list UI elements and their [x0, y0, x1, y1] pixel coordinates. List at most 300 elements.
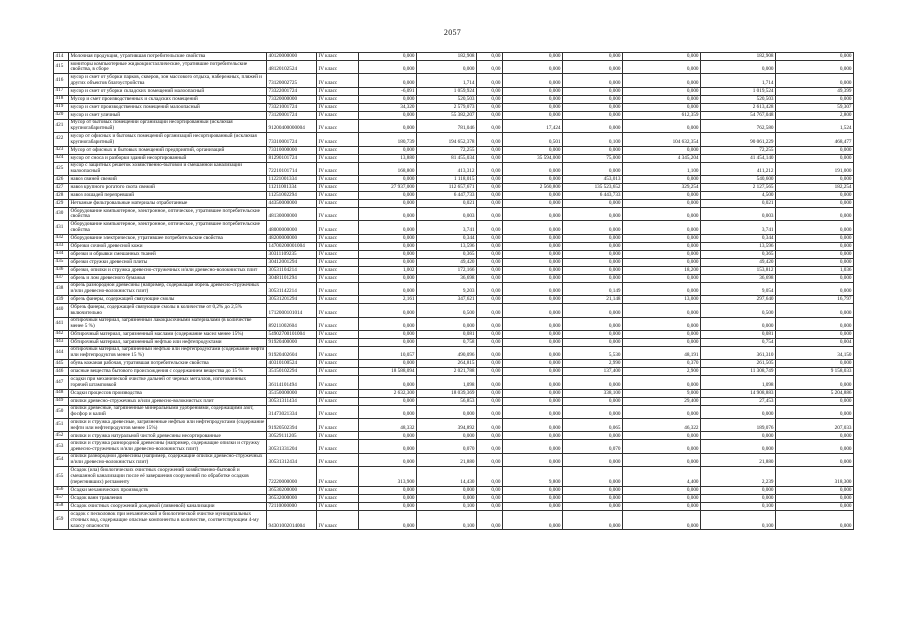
value-processed: 0,000	[503, 432, 563, 440]
value-processed: 35 594,000	[503, 154, 563, 162]
hazard-class: IV класс	[317, 304, 359, 317]
value-processed: 0,000	[503, 199, 563, 207]
value-generated: 0,500	[417, 304, 477, 317]
table-row	[54, 338, 854, 346]
value-neutralized: 0,000	[623, 502, 701, 510]
hazard-class: IV класс	[317, 486, 359, 494]
value-start-balance: 0,000	[359, 274, 417, 282]
hazard-class: IV класс	[317, 467, 359, 487]
value-start-balance: 313,900	[359, 467, 417, 487]
value-neutralized: 0,000	[623, 250, 701, 258]
value-neutralized: 0,000	[623, 376, 701, 389]
value-neutralized: 0,000	[623, 453, 701, 466]
value-neutralized: 0,000	[623, 191, 701, 199]
table-row	[54, 191, 854, 199]
value-neutralized: 48,191	[623, 346, 701, 359]
value-transferred: 0,754	[701, 338, 776, 346]
fkko-code: 48120102524	[267, 61, 317, 74]
value-transferred: 0,000	[701, 61, 776, 74]
value-transferred: 0,344	[701, 234, 776, 242]
table-row	[54, 234, 854, 242]
page-number: 2057	[443, 28, 462, 37]
table-row	[54, 242, 854, 250]
value-received: 0,00	[477, 87, 503, 95]
value-processed: 0,000	[503, 419, 563, 432]
value-neutralized: 13,000	[623, 296, 701, 304]
value-received: 0,00	[477, 405, 503, 418]
value-utilized: 0,000	[563, 510, 623, 530]
row-number: 444	[54, 346, 69, 359]
value-transferred: 36,698	[701, 274, 776, 282]
row-number: 443	[54, 338, 69, 346]
row-number: 414	[54, 53, 69, 61]
table-row	[54, 405, 854, 418]
fkko-code: 30531142214	[267, 282, 317, 295]
value-processed: 0,000	[503, 61, 563, 74]
value-utilized: 0,000	[563, 494, 623, 502]
value-received: 0,00	[477, 304, 503, 317]
fkko-code: 73322001724	[267, 87, 317, 95]
value-utilized: 0,000	[563, 258, 623, 266]
waste-name: мусор и смет от уборки складских помещений малоопасный	[69, 87, 267, 95]
value-neutralized: 0,000	[623, 207, 701, 220]
value-received: 0,00	[477, 494, 503, 502]
value-generated: 347,621	[417, 296, 477, 304]
row-number: 426	[54, 175, 69, 183]
waste-name: осадок с песколовок при механической и биологической очистке муниципальных сточных вод, содержащие опасные компоненты в количестве, соответствующем 4-му классу опасности	[69, 510, 267, 530]
fkko-code: 91920502394	[267, 419, 317, 432]
waste-name: Мусор от офисных и бытовых помещений предприятий, организаций	[69, 146, 267, 154]
value-utilized: 0,000	[563, 250, 623, 258]
row-number: 425	[54, 162, 69, 175]
table-row	[54, 330, 854, 338]
value-processed: 0,000	[503, 175, 563, 183]
value-start-balance: 168,800	[359, 162, 417, 175]
value-transferred: 0,081	[701, 330, 776, 338]
value-start-balance: 0,000	[359, 397, 417, 405]
value-utilized: 0,000	[563, 397, 623, 405]
value-neutralized: 0,000	[623, 103, 701, 111]
fkko-code: 40310100524	[267, 360, 317, 368]
value-processed: 0,000	[503, 258, 563, 266]
value-start-balance: 0,000	[359, 250, 417, 258]
table-row	[54, 467, 854, 487]
fkko-code: 73320000000	[267, 95, 317, 103]
waste-name: Обрезки сочной древесной кожи	[69, 242, 267, 250]
table-row	[54, 162, 854, 175]
value-received: 0,00	[477, 440, 503, 453]
value-utilized: 0,000	[563, 405, 623, 418]
fkko-code: 72210101714	[267, 162, 317, 175]
value-start-balance: 0,000	[359, 510, 417, 530]
waste-name: Осадки механических производств	[69, 486, 267, 494]
value-end-balance: 0,000	[776, 221, 854, 234]
waste-name: Оборудование компьютерное, электронное, оптическое, утратившее потребительские свойства	[69, 207, 267, 220]
table-row	[54, 389, 854, 397]
value-neutralized: 0,000	[623, 274, 701, 282]
value-generated: 781,046	[417, 119, 477, 132]
value-utilized: 0,000	[563, 199, 623, 207]
hazard-class: IV класс	[317, 397, 359, 405]
value-neutralized: 0,000	[623, 175, 701, 183]
value-start-balance: 0,000	[359, 376, 417, 389]
row-number: 415	[54, 61, 69, 74]
fkko-code: 11211001334	[267, 183, 317, 191]
value-transferred: 3,741	[701, 221, 776, 234]
table-row	[54, 258, 854, 266]
row-number: 451	[54, 419, 69, 432]
hazard-class: IV класс	[317, 74, 359, 87]
value-start-balance: 0,000	[359, 282, 417, 295]
waste-name: Мусор и смет производственных и складских помещений	[69, 95, 267, 103]
value-end-balance: 0,004	[776, 338, 854, 346]
value-processed: 0,000	[503, 250, 563, 258]
table-row	[54, 119, 854, 132]
value-generated: 0,100	[417, 502, 477, 510]
value-utilized: 0,000	[563, 266, 623, 274]
value-neutralized: 0,000	[623, 242, 701, 250]
hazard-class: IV класс	[317, 405, 359, 418]
value-utilized: 0,149	[563, 282, 623, 295]
value-end-balance: 0,000	[776, 440, 854, 453]
value-processed: 0,000	[503, 510, 563, 530]
table-row	[54, 154, 854, 162]
value-neutralized: 46,322	[623, 419, 701, 432]
row-number: 459	[54, 510, 69, 530]
waste-name: навоз свиней свежий	[69, 175, 267, 183]
value-transferred: 762,580	[701, 119, 776, 132]
hazard-class: IV класс	[317, 61, 359, 74]
hazard-class: IV класс	[317, 376, 359, 389]
waste-name: опилки древесно-стружечных и/или древесно-волокнистых плит	[69, 397, 267, 405]
value-received: 0,00	[477, 221, 503, 234]
value-start-balance: 0,000	[359, 191, 417, 199]
row-number: 435	[54, 258, 69, 266]
value-processed: 0,000	[503, 274, 563, 282]
value-neutralized: 0,000	[623, 330, 701, 338]
value-transferred: 261,505	[701, 360, 776, 368]
value-generated: 1,714	[417, 74, 477, 87]
value-neutralized: 104 632,354	[623, 133, 701, 146]
value-end-balance: 0,000	[776, 510, 854, 530]
value-transferred: 2,239	[701, 467, 776, 487]
value-received: 0,00	[477, 317, 503, 330]
hazard-class: IV класс	[317, 282, 359, 295]
table-row	[54, 360, 854, 368]
row-number: 430	[54, 207, 69, 220]
value-start-balance: 0,000	[359, 330, 417, 338]
table-row	[54, 419, 854, 432]
value-end-balance: 0,000	[776, 274, 854, 282]
hazard-class: IV класс	[317, 234, 359, 242]
value-processed: 0,000	[503, 234, 563, 242]
value-received: 0,00	[477, 389, 503, 397]
value-end-balance: 0,000	[776, 397, 854, 405]
value-generated: 14,430	[417, 467, 477, 487]
row-number: 418	[54, 95, 69, 103]
hazard-class: IV класс	[317, 95, 359, 103]
value-generated: 6 447,733	[417, 191, 477, 199]
value-transferred: 27,453	[701, 397, 776, 405]
value-processed: 0,000	[503, 266, 563, 274]
value-start-balance: 0,000	[359, 119, 417, 132]
hazard-class: IV класс	[317, 53, 359, 61]
waste-name: обрезь фанеры, содержащей связующие смолы	[69, 296, 267, 304]
waste-name: мусор и смет уличный	[69, 111, 267, 119]
value-utilized: 0,000	[563, 467, 623, 487]
value-neutralized: 0,000	[623, 199, 701, 207]
fkko-code: 44350000000	[267, 199, 317, 207]
hazard-class: IV класс	[317, 207, 359, 220]
value-processed: 0,000	[503, 221, 563, 234]
value-utilized: 75,000	[563, 154, 623, 162]
hazard-class: IV класс	[317, 368, 359, 376]
value-neutralized: 0,000	[623, 510, 701, 530]
row-number: 436	[54, 266, 69, 274]
value-received: 0,00	[477, 154, 503, 162]
row-number: 453	[54, 440, 69, 453]
value-transferred: 0,000	[701, 494, 776, 502]
value-start-balance: 180,739	[359, 133, 417, 146]
value-generated: 413,312	[417, 162, 477, 175]
table-row	[54, 486, 854, 494]
hazard-class: IV класс	[317, 87, 359, 95]
fkko-code: 40120000000	[267, 53, 317, 61]
hazard-class: IV класс	[317, 453, 359, 466]
row-number: 448	[54, 389, 69, 397]
value-neutralized: 18,200	[623, 266, 701, 274]
value-received: 0,00	[477, 95, 503, 103]
waste-name: опилки и стружка натуральной чистой древесины несортированные	[69, 432, 267, 440]
value-received: 0,00	[477, 234, 503, 242]
value-received: 0,00	[477, 175, 503, 183]
value-generated: 49,420	[417, 258, 477, 266]
register-rows	[54, 53, 854, 530]
fkko-code: 91920400000	[267, 338, 317, 346]
fkko-code: 48000000000	[267, 221, 317, 234]
value-end-balance: 207,033	[776, 419, 854, 432]
value-end-balance: 0,000	[776, 146, 854, 154]
row-number: 458	[54, 502, 69, 510]
value-start-balance: 34,320	[359, 103, 417, 111]
value-transferred: 49,420	[701, 258, 776, 266]
value-neutralized: 0,000	[623, 221, 701, 234]
hazard-class: IV класс	[317, 440, 359, 453]
row-number: 424	[54, 154, 69, 162]
value-start-balance: 0,000	[359, 146, 417, 154]
value-end-balance: 0,000	[776, 432, 854, 440]
value-received: 0,00	[477, 282, 503, 295]
value-generated: 264,815	[417, 360, 477, 368]
value-neutralized: 0,000	[623, 317, 701, 330]
value-utilized: 0,000	[563, 221, 623, 234]
waste-name: мусор и смет от уборки парков, скверов, зон массового отдыха, набережных, пляжей и других объектов благоустройства	[69, 74, 267, 87]
value-processed: 9,800	[503, 467, 563, 487]
value-generated: 2 021,788	[417, 368, 477, 376]
value-utilized: 21,148	[563, 296, 623, 304]
value-received: 0,00	[477, 376, 503, 389]
value-generated: 1,098	[417, 376, 477, 389]
table-row	[54, 266, 854, 274]
value-start-balance: 0,000	[359, 486, 417, 494]
value-processed: 2 560,800	[503, 183, 563, 191]
waste-name: обрезки, опилки и стружка древесно-стружечных и/или древесно-волокнистых плит	[69, 266, 267, 274]
value-end-balance: 0,000	[776, 53, 854, 61]
value-generated: 0,000	[417, 405, 477, 418]
value-transferred: 72,255	[701, 146, 776, 154]
value-utilized: 338,100	[563, 389, 623, 397]
value-received: 0,00	[477, 368, 503, 376]
value-end-balance: 59,307	[776, 103, 854, 111]
value-transferred: 1,098	[701, 376, 776, 389]
value-utilized: 0,000	[563, 61, 623, 74]
value-start-balance: 1,002	[359, 266, 417, 274]
value-end-balance: 0,000	[776, 191, 854, 199]
value-processed: 0,000	[503, 389, 563, 397]
value-generated: 1 059,924	[417, 87, 477, 95]
hazard-class: IV класс	[317, 133, 359, 146]
value-end-balance: 0,000	[776, 486, 854, 494]
value-utilized: 0,000	[563, 207, 623, 220]
hazard-class: IV класс	[317, 258, 359, 266]
fkko-code: 73321001724	[267, 103, 317, 111]
row-number: 450	[54, 405, 69, 418]
table-row	[54, 207, 854, 220]
row-number: 445	[54, 360, 69, 368]
value-transferred: 520,503	[701, 95, 776, 103]
value-end-balance: 1,524	[776, 119, 854, 132]
value-received: 0,00	[477, 146, 503, 154]
value-received: 0,00	[477, 111, 503, 119]
value-end-balance: 0,000	[776, 453, 854, 466]
value-start-balance: 0,000	[359, 61, 417, 74]
hazard-class: IV класс	[317, 111, 359, 119]
value-neutralized: 29,400	[623, 397, 701, 405]
value-processed: 0,000	[503, 304, 563, 317]
value-end-balance: 0,000	[776, 175, 854, 183]
value-transferred: 9,054	[701, 282, 776, 295]
value-processed: 0,000	[503, 95, 563, 103]
value-processed: 0,000	[503, 502, 563, 510]
value-transferred: 0,000	[701, 405, 776, 418]
waste-name: обрезь разнородной древесины (например, содержащая обрезь древесно-стружечных и/или древесно-волокнистых плит)	[69, 282, 267, 295]
fkko-code: 94301002014004	[267, 510, 317, 530]
value-generated: 1 118,015	[417, 175, 477, 183]
value-neutralized: 329,254	[623, 183, 701, 191]
fkko-code: 73310000000	[267, 146, 317, 154]
value-transferred: 4,500	[701, 191, 776, 199]
row-number: 438	[54, 282, 69, 295]
value-processed: 0,000	[503, 146, 563, 154]
row-number: 441	[54, 317, 69, 330]
table-row	[54, 103, 854, 111]
value-generated: 18 039,369	[417, 389, 477, 397]
value-utilized: 0,000	[563, 74, 623, 87]
value-transferred: 297,640	[701, 296, 776, 304]
value-transferred: 153,812	[701, 266, 776, 274]
fkko-code: 30531104214	[267, 266, 317, 274]
waste-name: Молочная продукция, утратившая потребительские свойства	[69, 53, 267, 61]
table-row	[54, 175, 854, 183]
value-neutralized: 0,000	[623, 338, 701, 346]
fkko-code: 81290101724	[267, 154, 317, 162]
value-utilized: 0,000	[563, 146, 623, 154]
value-end-balance: 182,254	[776, 183, 854, 191]
waste-name: Обрезь фанеры, содержащей связующие смолы в количестве от 0,2% до 2,5% включительно	[69, 304, 267, 317]
value-processed: 0,000	[503, 317, 563, 330]
fkko-code: 73120001724	[267, 111, 317, 119]
value-processed: 0,000	[503, 111, 563, 119]
table-row	[54, 317, 854, 330]
value-received: 0,00	[477, 199, 503, 207]
value-processed: 0,501	[503, 133, 563, 146]
fkko-code: 1712000101014	[267, 304, 317, 317]
fkko-code: 11221001334	[267, 175, 317, 183]
value-utilized: 0,000	[563, 95, 623, 103]
value-transferred: 90 061,229	[701, 133, 776, 146]
row-number: 421	[54, 119, 69, 132]
value-generated: 0,000	[417, 317, 477, 330]
value-received: 0,00	[477, 397, 503, 405]
row-number: 447	[54, 376, 69, 389]
hazard-class: IV класс	[317, 146, 359, 154]
value-start-balance: 0,000	[359, 242, 417, 250]
value-neutralized: 0,370	[623, 360, 701, 368]
hazard-class: IV класс	[317, 175, 359, 183]
value-received: 0,00	[477, 419, 503, 432]
value-processed: 0,000	[503, 338, 563, 346]
value-processed: 0,000	[503, 494, 563, 502]
value-start-balance: 0,000	[359, 111, 417, 119]
value-generated: 72,255	[417, 146, 477, 154]
value-transferred: 13,596	[701, 242, 776, 250]
fkko-code: 30531201294	[267, 296, 317, 304]
value-neutralized: 0,000	[623, 61, 701, 74]
value-utilized: 0,000	[563, 376, 623, 389]
value-start-balance: -6,091	[359, 87, 417, 95]
value-end-balance: 5 204,886	[776, 389, 854, 397]
value-received: 0,00	[477, 338, 503, 346]
value-transferred: 182,908	[701, 53, 776, 61]
row-number: 416	[54, 74, 69, 87]
value-end-balance: 49,399	[776, 87, 854, 95]
table-row	[54, 199, 854, 207]
value-generated: 0,021	[417, 199, 477, 207]
value-received: 0,00	[477, 274, 503, 282]
value-received: 0,00	[477, 453, 503, 466]
hazard-class: IV класс	[317, 494, 359, 502]
hazard-class: IV класс	[317, 119, 359, 132]
value-transferred: 11 308,749	[701, 368, 776, 376]
value-neutralized: 2,900	[623, 368, 701, 376]
value-generated: 490,096	[417, 346, 477, 359]
value-generated: 55 382,207	[417, 111, 477, 119]
value-utilized: 0,000	[563, 119, 623, 132]
value-generated: 36,698	[417, 274, 477, 282]
value-start-balance: 0,000	[359, 432, 417, 440]
value-end-balance: 0,000	[776, 234, 854, 242]
fkko-code: 48200000000	[267, 234, 317, 242]
value-transferred: 0,000	[701, 440, 776, 453]
value-processed: 0,000	[503, 74, 563, 87]
fkko-code: 30529111205	[267, 432, 317, 440]
value-end-balance: 34,150	[776, 346, 854, 359]
value-received: 0,00	[477, 119, 503, 132]
waste-name: Осадок очистных сооружений дождевой (ливневой) канализации	[69, 502, 267, 510]
waste-name: навоз лошадей перепревший	[69, 191, 267, 199]
hazard-class: IV класс	[317, 250, 359, 258]
value-transferred: 14 908,883	[701, 389, 776, 397]
